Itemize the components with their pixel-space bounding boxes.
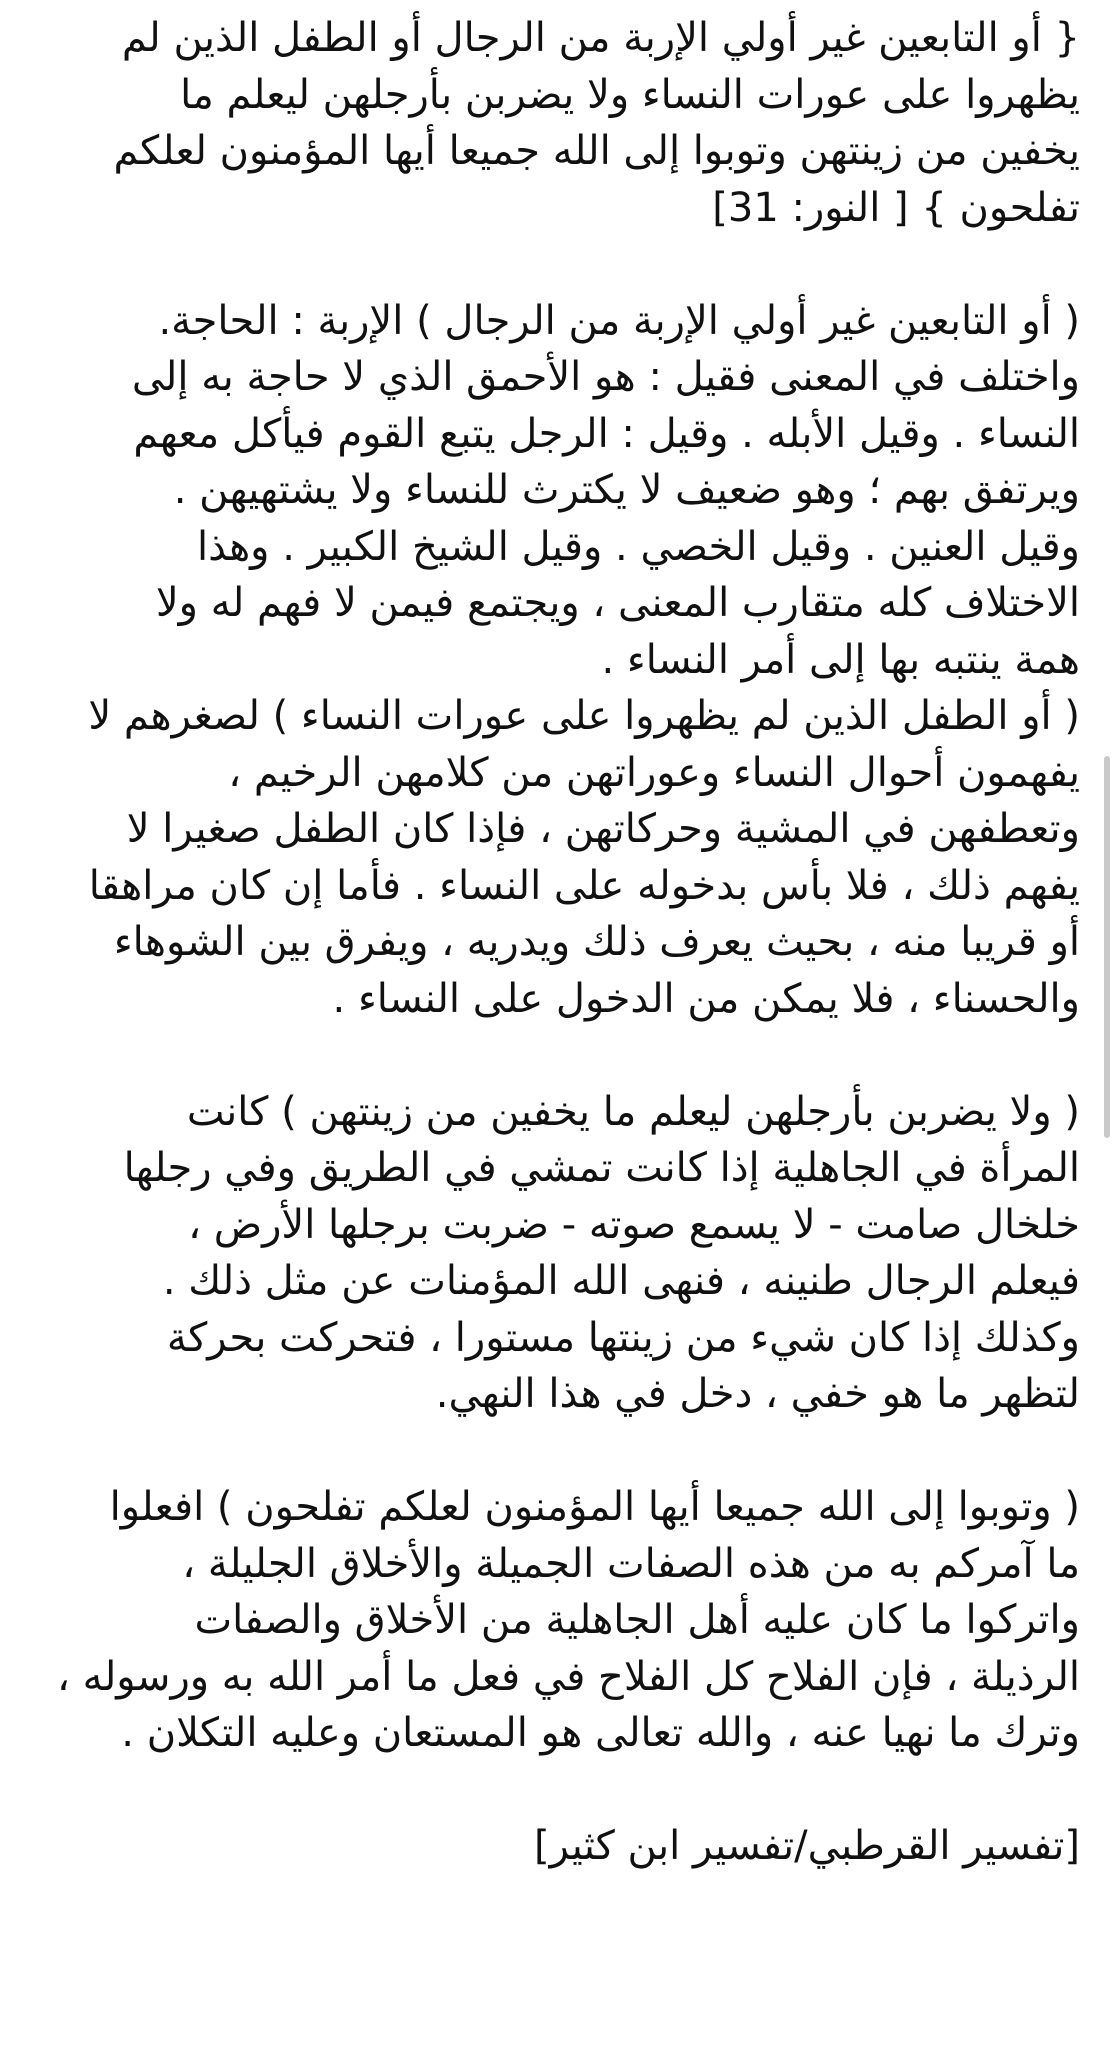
text-line: وقيل العنين . وقيل الخصي . وقيل الشيخ الكبير . وهذا: [196, 523, 1080, 570]
verse-paragraph: [46, 10, 1080, 236]
text-line: يظهروا على عورات النساء ولا يضربن بأرجلهن ليعلم ما: [180, 71, 1080, 118]
text-line: واتركوا ما كان عليه أهل الجاهلية من الأخلاق والصفات: [194, 1597, 1080, 1643]
text-line: ( ولا يضربن بأرجلهن ليعلم ما يخفين من زينتهن ) كانت: [186, 1088, 1080, 1135]
text-line: النساء . وقيل الأبله . وقيل : الرجل يتبع القوم فيأكل معهم: [133, 410, 1080, 457]
text-line: همة ينتبه بها إلى أمر النساء .: [601, 636, 1080, 683]
text-line: خلخال صامت - لا يسمع صوته - ضربت برجلها الأرض ،: [188, 1201, 1080, 1248]
commentary-paragraph-irbah: [46, 293, 1080, 1028]
text-line: يفهمون أحوال النساء وعوراتهن من كلامهن الرخيم ،: [228, 749, 1080, 796]
paragraph-gap: [46, 1423, 1080, 1480]
text-line: الرذيلة ، فإن الفلاح كل الفلاح في فعل ما أمر الله به ورسوله ،: [57, 1653, 1080, 1700]
text-line: ( أو التابعين غير أولي الإربة من الرجال ) الإربة : الحاجة.: [158, 297, 1080, 344]
text-line: لتظهر ما هو خفي ، دخل في هذا النهي.: [435, 1371, 1080, 1417]
vertical-scrollbar[interactable]: [1104, 756, 1110, 1138]
tafsir-text: [46, 10, 1080, 1875]
text-line: ( أو الطفل الذين لم يظهروا على عورات النساء ) لصغرهم لا: [88, 693, 1080, 739]
text-line: والحسناء ، فلا يمكن من الدخول على النساء .: [332, 975, 1080, 1022]
text-line: وكذلك إذا كان شيء من زينتها مستورا ، فتحركت بحركة: [166, 1314, 1080, 1361]
text-line: ( وتوبوا إلى الله جميعا أيها المؤمنون لعلكم تفلحون ) افعلوا: [109, 1484, 1080, 1530]
text-line: يفهم ذلك ، فلا بأس بدخوله على النساء . فأما إن كان مراهقا: [88, 862, 1080, 909]
text-line: تفلحون } [ النور: 31]: [712, 184, 1080, 231]
text-line: المرأة في الجاهلية إذا كانت تمشي في الطريق وفي رجلها: [123, 1145, 1080, 1191]
text-line: ويرتفق بهم ؛ وهو ضعيف لا يكترث للنساء ولا يشتهيهن .: [173, 467, 1080, 513]
paragraph-gap: [46, 1027, 1080, 1084]
text-line: واختلف في المعنى فقيل : هو الأحمق الذي لا حاجة به إلى: [131, 354, 1080, 400]
source-citation: [46, 1818, 1080, 1875]
paragraph-gap: [46, 1762, 1080, 1819]
text-line: يخفين من زينتهن وتوبوا إلى الله جميعا أيها المؤمنون لعلكم: [113, 128, 1080, 174]
text-line: أو قريبا منه ، بحيث يعرف ذلك ويدريه ، ويفرق بين الشوهاء: [113, 919, 1080, 965]
commentary-paragraph-anklets: [46, 1084, 1080, 1423]
text-line: { أو التابعين غير أولي الإربة من الرجال أو الطفل الذين لم: [121, 15, 1080, 61]
text-line: الاختلاف كله متقارب المعنى ، ويجتمع فيمن لا فهم له ولا: [155, 580, 1080, 626]
paragraph-gap: [46, 236, 1080, 293]
text-line: ما آمركم به من هذه الصفات الجميلة والأخلاق الجليلة ،: [182, 1540, 1080, 1587]
text-line: فيعلم الرجال طنينه ، فنهى الله المؤمنات عن مثل ذلك .: [162, 1258, 1080, 1304]
commentary-paragraph-repentance: [46, 1479, 1080, 1762]
text-line: وتعطفهن في المشية وحركاتهن ، فإذا كان الطفل صغيرا لا: [126, 806, 1080, 852]
text-line: وترك ما نهيا عنه ، والله تعالى هو المستعان وعليه التكلان .: [121, 1710, 1080, 1756]
text-line: [تفسير القرطبي/تفسير ابن كثير]: [533, 1823, 1080, 1869]
